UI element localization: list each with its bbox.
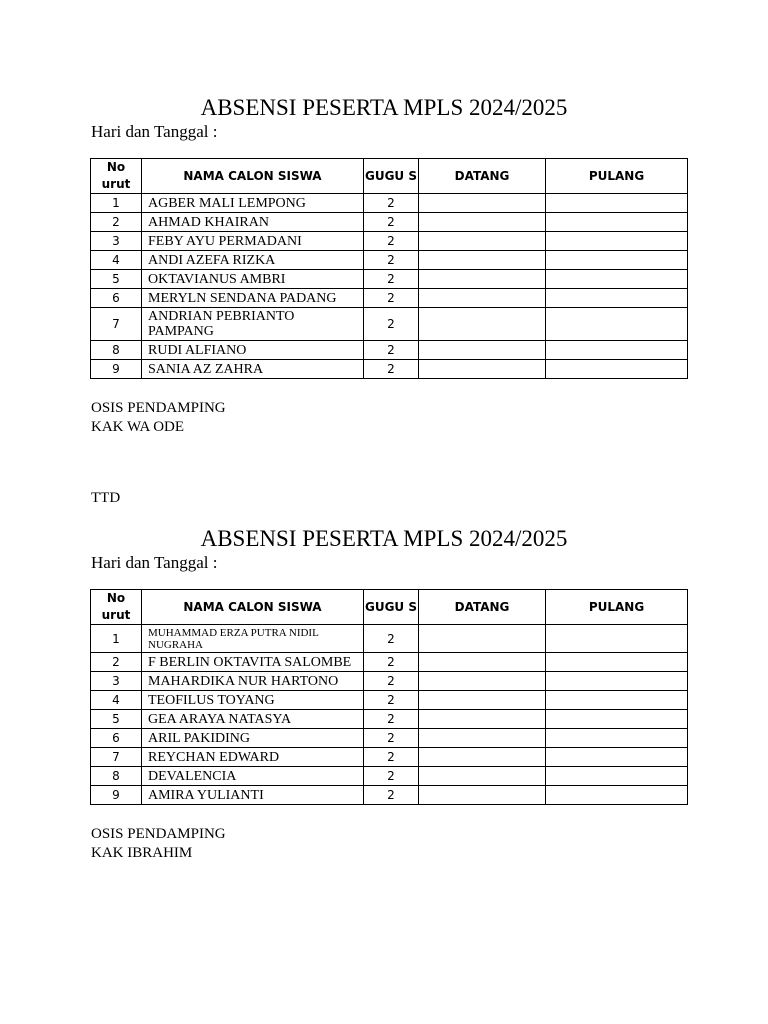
- cell-gugus: 2: [364, 308, 419, 341]
- cell-datang: [419, 729, 546, 748]
- cell-no: 7: [91, 748, 142, 767]
- cell-no: 4: [91, 251, 142, 270]
- cell-no: 9: [91, 360, 142, 379]
- table-row: [91, 653, 688, 672]
- section-2-osis-label: OSIS PENDAMPING: [91, 826, 226, 842]
- cell-pulang: [546, 786, 688, 805]
- cell-pulang: [546, 341, 688, 360]
- cell-pulang: [546, 289, 688, 308]
- cell-no: 1: [91, 625, 142, 653]
- cell-pulang: [546, 194, 688, 213]
- cell-datang: [419, 691, 546, 710]
- header-name: NAMA CALON SISWA: [142, 159, 364, 194]
- section-1-attendance-table: [90, 158, 688, 379]
- table-row: [91, 625, 688, 653]
- cell-gugus: 2: [364, 710, 419, 729]
- cell-no: 1: [91, 194, 142, 213]
- cell-datang: [419, 341, 546, 360]
- cell-gugus: 2: [364, 748, 419, 767]
- cell-name: F BERLIN OKTAVITA SALOMBE: [142, 653, 364, 672]
- cell-datang: [419, 289, 546, 308]
- cell-name: AGBER MALI LEMPONG: [142, 194, 364, 213]
- table-row: [91, 748, 688, 767]
- cell-no: 6: [91, 729, 142, 748]
- cell-gugus: 2: [364, 360, 419, 379]
- header-no: No urut: [91, 590, 142, 625]
- cell-no: 4: [91, 691, 142, 710]
- table-row: [91, 232, 688, 251]
- table-header-row: [91, 590, 688, 625]
- cell-gugus: 2: [364, 270, 419, 289]
- table-header-row: [91, 159, 688, 194]
- cell-pulang: [546, 767, 688, 786]
- cell-gugus: 2: [364, 289, 419, 308]
- header-gugus: GUGU S: [364, 590, 419, 625]
- cell-name: ANDRIAN PEBRIANTO PAMPANG: [142, 308, 364, 341]
- table-row: [91, 251, 688, 270]
- cell-gugus: 2: [364, 786, 419, 805]
- header-datang: DATANG: [419, 159, 546, 194]
- cell-no: 7: [91, 308, 142, 341]
- cell-name: TEOFILUS TOYANG: [142, 691, 364, 710]
- cell-gugus: 2: [364, 625, 419, 653]
- table-row: [91, 767, 688, 786]
- cell-pulang: [546, 308, 688, 341]
- section-1-ttd: TTD: [91, 490, 121, 506]
- header-gugus: GUGU S: [364, 159, 419, 194]
- cell-pulang: [546, 710, 688, 729]
- cell-gugus: 2: [364, 194, 419, 213]
- cell-name: ANDI AZEFA RIZKA: [142, 251, 364, 270]
- table-row: [91, 729, 688, 748]
- section-1-date-label: Hari dan Tanggal :: [91, 122, 218, 141]
- cell-gugus: 2: [364, 251, 419, 270]
- cell-gugus: 2: [364, 691, 419, 710]
- table-row: [91, 786, 688, 805]
- cell-name: FEBY AYU PERMADANI: [142, 232, 364, 251]
- table-row: [91, 691, 688, 710]
- cell-pulang: [546, 232, 688, 251]
- cell-no: 6: [91, 289, 142, 308]
- cell-datang: [419, 653, 546, 672]
- cell-datang: [419, 767, 546, 786]
- cell-name: RUDI ALFIANO: [142, 341, 364, 360]
- cell-no: 5: [91, 270, 142, 289]
- cell-no: 8: [91, 767, 142, 786]
- table-row: [91, 360, 688, 379]
- cell-datang: [419, 270, 546, 289]
- cell-datang: [419, 213, 546, 232]
- cell-name: OKTAVIANUS AMBRI: [142, 270, 364, 289]
- cell-name: SANIA AZ ZAHRA: [142, 360, 364, 379]
- table-row: [91, 710, 688, 729]
- section-2-attendance-table: [90, 589, 688, 805]
- cell-name: AHMAD KHAIRAN: [142, 213, 364, 232]
- cell-no: 8: [91, 341, 142, 360]
- cell-datang: [419, 251, 546, 270]
- header-pulang: PULANG: [546, 159, 688, 194]
- cell-gugus: 2: [364, 729, 419, 748]
- table-row: [91, 672, 688, 691]
- header-no: No urut: [91, 159, 142, 194]
- table-row: [91, 289, 688, 308]
- section-1-osis-label: OSIS PENDAMPING: [91, 400, 226, 416]
- section-1-osis-name: KAK WA ODE: [91, 419, 185, 435]
- cell-no: 3: [91, 232, 142, 251]
- cell-gugus: 2: [364, 213, 419, 232]
- cell-name: MAHARDIKA NUR HARTONO: [142, 672, 364, 691]
- section-1-title: ABSENSI PESERTA MPLS 2024/2025: [200, 95, 568, 120]
- cell-name: GEA ARAYA NATASYA: [142, 710, 364, 729]
- cell-pulang: [546, 729, 688, 748]
- cell-gugus: 2: [364, 653, 419, 672]
- cell-datang: [419, 625, 546, 653]
- cell-no: 2: [91, 653, 142, 672]
- cell-pulang: [546, 672, 688, 691]
- cell-datang: [419, 672, 546, 691]
- cell-datang: [419, 748, 546, 767]
- cell-gugus: 2: [364, 767, 419, 786]
- cell-name: ARIL PAKIDING: [142, 729, 364, 748]
- table-row: [91, 341, 688, 360]
- cell-no: 2: [91, 213, 142, 232]
- section-2-date-label: Hari dan Tanggal :: [91, 553, 218, 572]
- cell-datang: [419, 786, 546, 805]
- table-row: [91, 213, 688, 232]
- cell-gugus: 2: [364, 672, 419, 691]
- cell-gugus: 2: [364, 232, 419, 251]
- cell-name: REYCHAN EDWARD: [142, 748, 364, 767]
- cell-pulang: [546, 251, 688, 270]
- cell-name: MERYLN SENDANA PADANG: [142, 289, 364, 308]
- table-row: [91, 308, 688, 341]
- header-pulang: PULANG: [546, 590, 688, 625]
- cell-no: 9: [91, 786, 142, 805]
- cell-datang: [419, 360, 546, 379]
- cell-no: 3: [91, 672, 142, 691]
- cell-pulang: [546, 625, 688, 653]
- header-name: NAMA CALON SISWA: [142, 590, 364, 625]
- table-row: [91, 270, 688, 289]
- cell-no: 5: [91, 710, 142, 729]
- section-2-osis-name: KAK IBRAHIM: [91, 845, 193, 861]
- section-2-title: ABSENSI PESERTA MPLS 2024/2025: [200, 526, 568, 551]
- cell-pulang: [546, 360, 688, 379]
- cell-name: DEVALENCIA: [142, 767, 364, 786]
- cell-datang: [419, 710, 546, 729]
- cell-name: AMIRA YULIANTI: [142, 786, 364, 805]
- cell-pulang: [546, 691, 688, 710]
- cell-pulang: [546, 213, 688, 232]
- cell-gugus: 2: [364, 341, 419, 360]
- cell-pulang: [546, 653, 688, 672]
- cell-datang: [419, 194, 546, 213]
- cell-pulang: [546, 748, 688, 767]
- cell-datang: [419, 308, 546, 341]
- header-datang: DATANG: [419, 590, 546, 625]
- cell-name: MUHAMMAD ERZA PUTRA NIDIL NUGRAHA: [142, 625, 364, 653]
- table-row: [91, 194, 688, 213]
- cell-datang: [419, 232, 546, 251]
- cell-pulang: [546, 270, 688, 289]
